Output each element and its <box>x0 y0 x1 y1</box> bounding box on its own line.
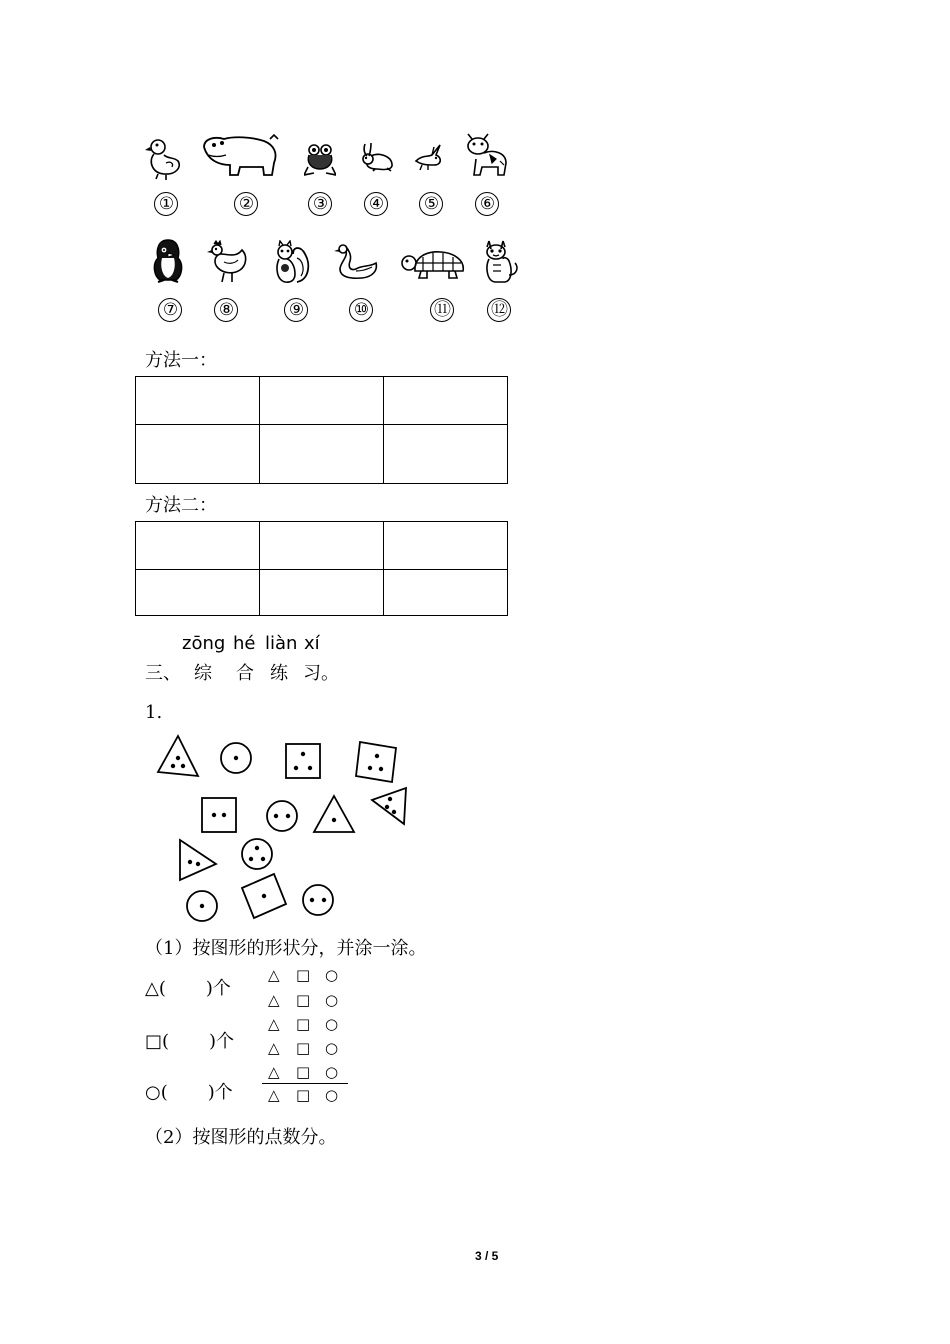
animal-number-2: ② <box>234 192 258 216</box>
triangle-icon[interactable]: △ <box>268 1086 280 1104</box>
animal-number-9: ⑨ <box>284 298 308 322</box>
swan-image <box>330 241 380 283</box>
pinyin-syllable: zōng <box>182 633 226 654</box>
animal-number-4: ④ <box>364 192 388 216</box>
bird-image <box>414 143 444 171</box>
square-icon[interactable]: □ <box>296 1015 311 1033</box>
page-number: 3 / 5 <box>475 1249 499 1263</box>
pinyin-syllable: xí <box>304 633 320 654</box>
animal-number-8: ⑧ <box>214 298 238 322</box>
divider-line <box>262 1083 348 1084</box>
answer-cell[interactable] <box>260 377 384 425</box>
triangle-3-dots-tilted <box>372 788 406 824</box>
rabbit-image <box>357 142 395 172</box>
turtle-image <box>399 247 467 281</box>
question-part-1: （1）按图形的形状分，并涂一涂。 <box>145 938 427 959</box>
circle-icon[interactable]: ○ <box>325 1063 339 1081</box>
section-index: 三、 <box>145 663 181 684</box>
question-part-2: （2）按图形的点数分。 <box>145 1127 337 1148</box>
square-icon[interactable]: □ <box>296 1063 311 1081</box>
square-icon: □ <box>145 1031 163 1052</box>
pinyin-syllable: hé <box>233 633 256 654</box>
heading-char: 习。 <box>303 663 339 684</box>
triangle-icon[interactable]: △ <box>268 1039 280 1057</box>
heading-char: 练 <box>270 663 288 684</box>
animal-number-3: ③ <box>308 192 332 216</box>
cat-image <box>481 237 521 285</box>
circle-icon[interactable]: ○ <box>325 1039 339 1057</box>
square-icon[interactable]: □ <box>296 1086 311 1104</box>
animal-number-5: ⑤ <box>419 192 443 216</box>
count-row-triangle: △( )个 <box>145 978 231 999</box>
duck-image <box>144 137 184 181</box>
square-3-dots <box>286 744 320 778</box>
triangle-icon[interactable]: △ <box>268 1015 280 1033</box>
method-one-table <box>135 376 508 484</box>
triangle-2-dots <box>180 840 216 880</box>
answer-cell[interactable] <box>384 522 508 570</box>
answer-cell[interactable] <box>384 377 508 425</box>
answer-cell[interactable] <box>384 570 508 616</box>
circle-3-dots <box>242 839 272 869</box>
method-two-label: 方法二： <box>145 495 217 516</box>
square-icon[interactable]: □ <box>296 991 311 1009</box>
answer-cell[interactable] <box>136 425 260 484</box>
penguin-image <box>150 238 186 284</box>
animal-number-7: ⑦ <box>158 298 182 322</box>
animal-number-10: ⑩ <box>349 298 373 322</box>
square-icon[interactable]: □ <box>296 1039 311 1057</box>
square-icon[interactable]: □ <box>296 966 311 984</box>
circle-2-dots <box>267 801 297 831</box>
triangle-icon[interactable]: △ <box>268 1063 280 1081</box>
animal-number-11: ⑪ <box>430 298 454 322</box>
answer-cell[interactable] <box>260 570 384 616</box>
shapes-figure <box>150 732 420 924</box>
answer-cell[interactable] <box>260 522 384 570</box>
hippo-image <box>200 133 282 179</box>
count-row-square: □( )个 <box>145 1031 235 1052</box>
triangle-icon[interactable]: △ <box>268 966 280 984</box>
triangle-icon[interactable]: △ <box>268 991 280 1009</box>
animal-number-1: ① <box>154 192 178 216</box>
animal-number-6: ⑥ <box>475 192 499 216</box>
pinyin-syllable: liàn <box>265 633 298 654</box>
triangle-icon: △ <box>145 978 159 999</box>
question-number: 1. <box>145 702 163 723</box>
answer-cell[interactable] <box>136 570 260 616</box>
circle-icon[interactable]: ○ <box>325 991 339 1009</box>
circle-icon[interactable]: ○ <box>325 966 339 984</box>
circle-2-dots <box>303 885 333 915</box>
circle-icon: ○ <box>145 1082 161 1103</box>
squirrel-image <box>271 240 311 286</box>
method-two-table <box>135 521 508 616</box>
animal-number-12: ⑫ <box>487 298 511 322</box>
frog-image <box>304 143 336 177</box>
answer-cell[interactable] <box>260 425 384 484</box>
circle-icon[interactable]: ○ <box>325 1086 339 1104</box>
circle-icon[interactable]: ○ <box>325 1015 339 1033</box>
answer-cell[interactable] <box>136 522 260 570</box>
rooster-image <box>206 240 250 284</box>
method-one-label: 方法一： <box>145 350 217 371</box>
answer-cell[interactable] <box>136 377 260 425</box>
heading-char: 合 <box>236 663 254 684</box>
answer-cell[interactable] <box>384 425 508 484</box>
count-row-circle: ○( )个 <box>145 1082 233 1103</box>
square-3-dots-tilted <box>356 742 396 782</box>
triangle-1-dot <box>314 796 354 832</box>
heading-char: 综 <box>194 663 212 684</box>
square-2-dots <box>202 798 236 832</box>
cow-image <box>464 133 510 177</box>
